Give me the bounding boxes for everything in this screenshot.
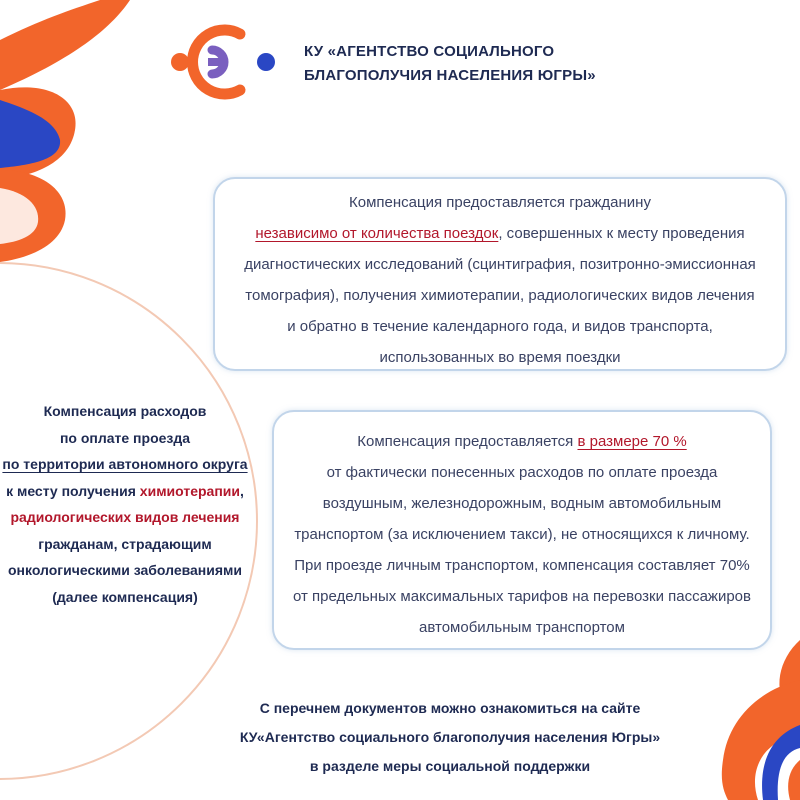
box1-line1: Компенсация предоставляется гражданину [349,194,651,211]
left-line6: гражданам, страдающим [38,535,212,552]
box1-line4: томография), получения химиотерапии, радиологических видов лечения [245,287,755,304]
box2-line7: автомобильным транспортом [419,619,625,636]
left-line4-pre: к месту получения [6,482,140,499]
left-line1: Компенсация расходов [43,403,207,419]
left-line8: (далее компенсация) [52,588,198,605]
left-line4-post: , [240,482,244,499]
left-line5: радиологических видов лечения [10,509,240,525]
box1-line5: и обратно в течение календарного года, и видов транспорта, [287,318,713,335]
top-left-ribbon-decoration [0,0,130,270]
left-line7: онкологическими заболеваниями [7,562,243,578]
box1-line6: использованных во время поездки [379,349,621,366]
footer-note [170,694,730,781]
org-title-line1: КУ «АГЕНТСТВО СОЦИАЛЬНОГО [304,43,555,60]
box2-line3: воздушным, железнодорожным, водным автомобильным [322,495,722,512]
agency-logo-icon [168,22,278,102]
box1-line2-rest: , совершенных к месту проведения [498,225,745,242]
org-title-line2: БЛАГОПОЛУЧИЯ НАСЕЛЕНИЯ ЮГРЫ» [304,67,596,84]
info-box-amount [272,410,772,650]
box2-line4: транспортом (за исключением такси), не относящихся к личному. [294,526,750,543]
footer-line3: в разделе меры социальной поддержки [309,758,591,774]
left-line2: по оплате проезда [59,429,191,446]
box2-line2: от фактически понесенных расходов по оплате проезда [326,464,718,481]
left-line4 [0,478,250,505]
box2-line1 [274,426,770,457]
box1-highlight: независимо от количества поездок [255,225,499,242]
left-circle-text [0,398,250,610]
bottom-right-ribbon-decoration [718,640,800,800]
footer-line1: С перечнем документов можно ознакомиться на сайте [259,700,641,716]
footer-line2: КУ«Агентство социального благополучия населения Югры» [239,729,661,745]
left-line4-red: химиотерапии [139,482,241,499]
box2-line5: При проезде личным транспортом, компенсация составляет 70% [294,557,750,574]
left-line3: по территории автономного округа [2,456,248,472]
box2-highlight: в размере 70 % [577,433,687,450]
box1-line2 [215,218,785,249]
info-box-trips [213,177,787,371]
box1-line3: диагностических исследований (сцинтиграфия, позитронно-эмиссионная [244,256,756,273]
box2-line6: от предельных максимальных тарифов на перевозки пассажиров [292,588,751,605]
organization-title [304,40,596,88]
box2-line1-pre: Компенсация предоставляется [357,433,578,450]
